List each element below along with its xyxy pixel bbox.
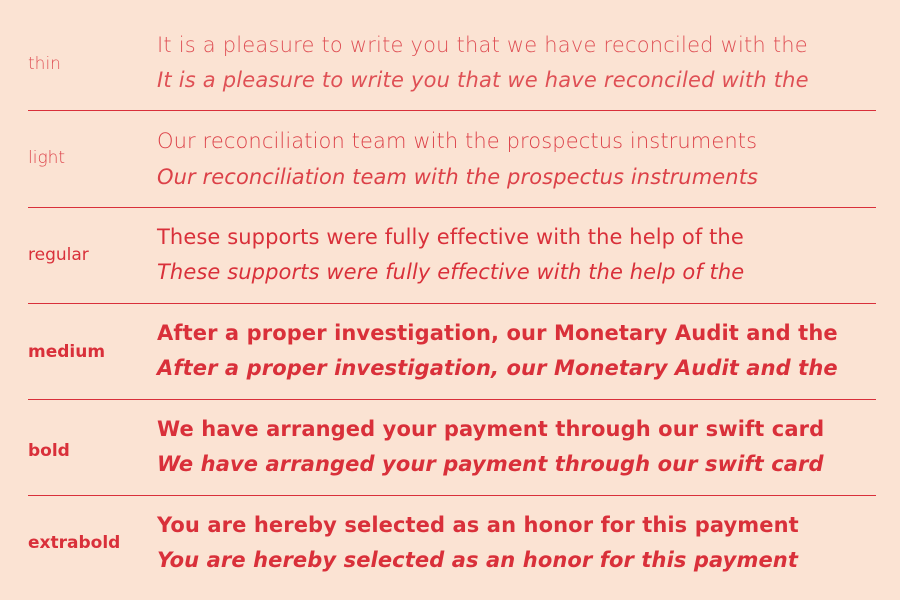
sample-italic-medium: After a proper investigation, our Monetary Audit and the: [157, 356, 838, 380]
sample-italic-extrabold: You are hereby selected as an honor for this payment: [157, 548, 798, 572]
weight-row-extrabold: [0, 496, 900, 600]
weight-label-extrabold: extrabold: [28, 533, 121, 553]
weight-row-medium: [0, 304, 900, 400]
weight-row-bold: [0, 400, 900, 496]
sample-italic-thin: It is a pleasure to write you that we have reconciled with the: [157, 68, 809, 92]
sample-roman-medium: After a proper investigation, our Monetary Audit and the: [157, 321, 838, 345]
sample-roman-extrabold: You are hereby selected as an honor for this payment: [157, 513, 799, 537]
sample-italic-regular: These supports were fully effective with the help of the: [157, 260, 745, 284]
sample-italic-bold: We have arranged your payment through our swift card: [157, 452, 824, 476]
weight-label-bold: bold: [28, 441, 70, 461]
sample-roman-light: Our reconciliation team with the prospectus instruments: [157, 129, 758, 153]
weight-label-regular: regular: [28, 245, 89, 265]
sample-roman-regular: These supports were fully effective with the help of the: [157, 225, 744, 249]
sample-roman-thin: It is a pleasure to write you that we have reconciled with the: [157, 33, 808, 57]
sample-roman-bold: We have arranged your payment through our swift card: [157, 417, 825, 441]
weight-row-light: [0, 111, 900, 207]
weight-label-thin: thin: [28, 54, 61, 74]
weight-row-thin: [0, 0, 900, 110]
weight-label-light: light: [28, 148, 66, 168]
weight-label-medium: medium: [28, 342, 106, 362]
weight-row-regular: [0, 208, 900, 304]
sample-italic-light: Our reconciliation team with the prospectus instruments: [157, 165, 759, 189]
